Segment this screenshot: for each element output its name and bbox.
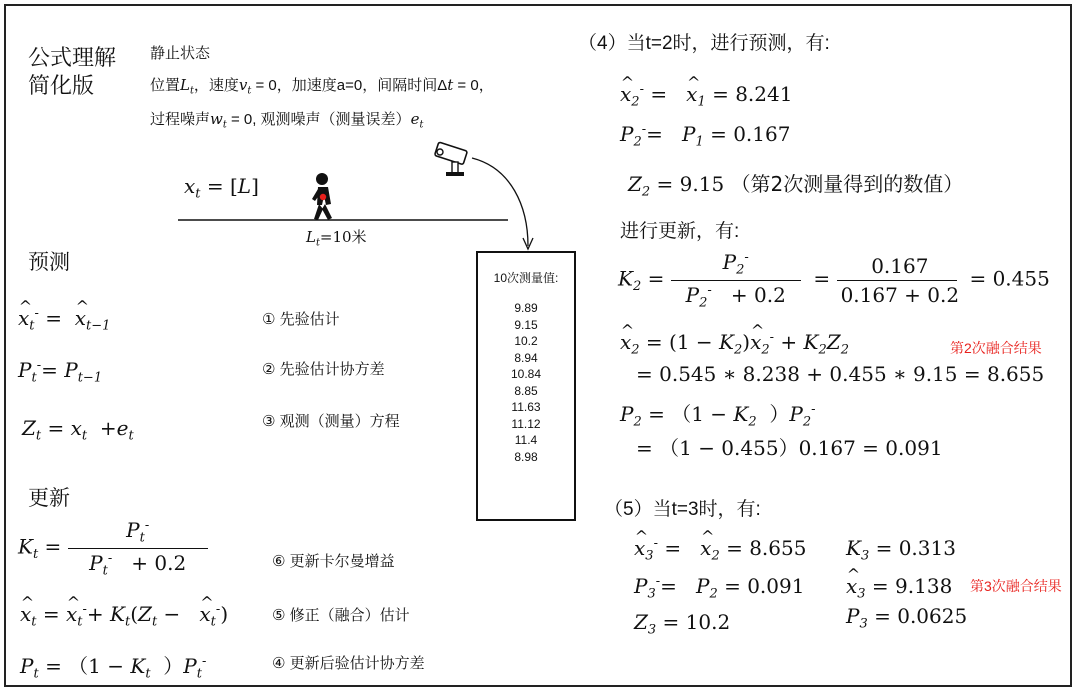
gain-constant: + 0.2 — [131, 550, 187, 575]
t3-kalman-gain: $K_3 = 0.313$ — [846, 536, 956, 564]
distance-label: $L_t=10$米 — [306, 228, 367, 249]
t2-heading: （4）当t=2时，进行预测，有: — [578, 33, 830, 54]
interval-tail: = 0， — [453, 77, 494, 94]
t2-corrected-estimate: ^ $x_2 = (1$ − $K_2)\^{}$ $x_2^- + K_2Z_2$ — [620, 330, 849, 358]
step-3-label: ③ 观测（测量）方程 — [262, 413, 400, 430]
measurement-value: 11.63 — [511, 400, 541, 414]
corrected-estimate-equation: ^ $x_t$ = ^ $x_t^-+ K_t(Z_t$ − ^ $x_t^-$) — [20, 602, 228, 630]
t3-prior-covariance: $P_3^-= P_2 = 0.091$ — [634, 574, 805, 602]
t3-corrected-estimate: ^ $x_3 = 9.138$ — [846, 574, 952, 602]
obs-noise-label: = 0, 观测噪声（测量误差） — [226, 111, 411, 128]
title-line-1: 公式理解 — [28, 45, 117, 70]
step-2-label: ② 先验估计协方差 — [262, 361, 385, 378]
t2-kalman-gain: $K_2$ = $\frac{P_2^-}{P_2^- + 0.2}$ = $\frac{0.167}{0.167 + 0.2}$ = 0.455 — [618, 250, 1050, 311]
t2-gain-numerator: 0.167 — [871, 253, 929, 278]
measurement-value: 11.12 — [511, 416, 541, 431]
measurements-title: 10次测量值: — [493, 271, 559, 285]
measurement-value: 11.4 — [514, 433, 538, 447]
velocity-label: ，速度 — [193, 77, 239, 94]
measurement-value: 8.94 — [514, 350, 538, 365]
t2-gain-result: = 0.455 — [969, 266, 1050, 291]
var-t: t — [447, 76, 454, 94]
predict-heading: 预测 — [28, 251, 70, 274]
t3-gain-value: = 0.313 — [875, 536, 956, 560]
step-1-label: ① 先验估计 — [262, 311, 340, 328]
fusion-2-label: 第2次融合结果 — [950, 340, 1042, 356]
measurements-box — [476, 251, 576, 521]
t2-prior-estimate: ^ $x_2^-$ = ^ $x_1 = 8.241$ — [620, 82, 792, 110]
t3-posterior-value: = 0.0625 — [874, 604, 968, 628]
t3-measurement-value: = 10.2 — [662, 610, 731, 634]
kalman-gain-equation: $K_t$ = $\frac{P_t^-}{P_t^- + 0.2}$ — [18, 518, 208, 578]
t2-measurement: $Z_2 = 9.15$ （第2次测量得到的数值） — [628, 172, 964, 200]
prior-estimate-equation: ^ $x_t^-$ = ^ $x_{t-1}$ — [18, 306, 110, 334]
step-6-label: ⑥ 更新卡尔曼增益 — [272, 553, 395, 570]
t3-prior-estimate: ^ $x_3^-$ = ^ $x_2 = 8.655$ — [634, 536, 806, 564]
step-4-label: ④ 更新后验估计协方差 — [272, 655, 425, 672]
page-frame — [4, 4, 1072, 687]
t3-prior-estimate-value: = 8.655 — [726, 536, 807, 560]
measurement-value: 8.98 — [514, 449, 538, 464]
measurement-value: 10.2 — [514, 334, 538, 348]
measurement-value: 8.85 — [514, 383, 538, 398]
measurement-value: 10.84 — [510, 367, 542, 381]
t2-corrected-calc: = 0.545 ∗ 8.238 + 0.455 ∗ 9.15 = 8.655 — [636, 362, 1045, 386]
prior-covariance-equation: $P_t^-= P_{t-1}$ — [18, 358, 103, 386]
process-noise-label: 过程噪声 — [150, 111, 211, 128]
t3-posterior-covariance: $P_3 = 0.0625$ — [846, 604, 968, 632]
var-e: $e_t$ — [410, 110, 424, 131]
walking-person-icon — [312, 173, 332, 220]
observation-equation: $Z_t = x_t +e_t$ — [22, 416, 134, 444]
posterior-covariance-equation: $P_t = (1 - K_t$ ）$P_t^-$ — [20, 654, 207, 682]
t2-prior-covariance-value: = 0.167 — [710, 122, 791, 146]
t2-gain-denominator: 0.167 + 0.2 — [840, 282, 960, 307]
var-w: $w_t$ — [210, 110, 227, 131]
t2-prior-estimate-value: = 8.241 — [712, 82, 793, 106]
update-heading: 更新 — [28, 487, 70, 510]
var-L: $L_t$ — [180, 76, 194, 97]
measurements-list — [478, 300, 574, 465]
accel-label: = 0，加速度a=0，间隔时间Δ — [251, 77, 448, 94]
measurement-value: 9.89 — [514, 301, 538, 315]
t2-posterior-covariance: $P_2 = (1 - K_2$ ）$P_2^-$ — [620, 402, 816, 430]
t3-prior-covariance-value: = 0.091 — [724, 574, 805, 598]
camera-arrow — [472, 158, 528, 246]
t3-corrected-value: = 9.138 — [871, 574, 953, 598]
position-label: 位置 — [150, 77, 181, 94]
state-vector-equation: $x_t = [L]$ — [184, 174, 259, 202]
t3-heading: （5）当t=3时，有: — [604, 499, 761, 520]
t2-measurement-value: = 9.15 — [656, 172, 725, 196]
title-line-2: 简化版 — [28, 73, 95, 98]
t3-measurement: $Z_3 = 10.2$ — [634, 610, 731, 638]
t2-update-heading: 进行更新，有: — [620, 221, 740, 242]
t2-posterior-calc: = （1 − 0.455）0.167 = 0.091 — [636, 436, 943, 460]
step-5-label: ⑤ 修正（融合）估计 — [272, 607, 410, 624]
var-v: $v_t$ — [238, 76, 252, 97]
t2-prior-covariance: $P_2^-= P_1 = 0.167$ — [620, 122, 791, 150]
t2-measurement-note: （第2次测量得到的数值） — [730, 172, 964, 196]
state-label: 静止状态 — [150, 45, 211, 62]
camera-icon — [435, 142, 468, 176]
measurement-value: 9.15 — [514, 317, 538, 332]
fusion-3-label: 第3次融合结果 — [970, 578, 1062, 594]
